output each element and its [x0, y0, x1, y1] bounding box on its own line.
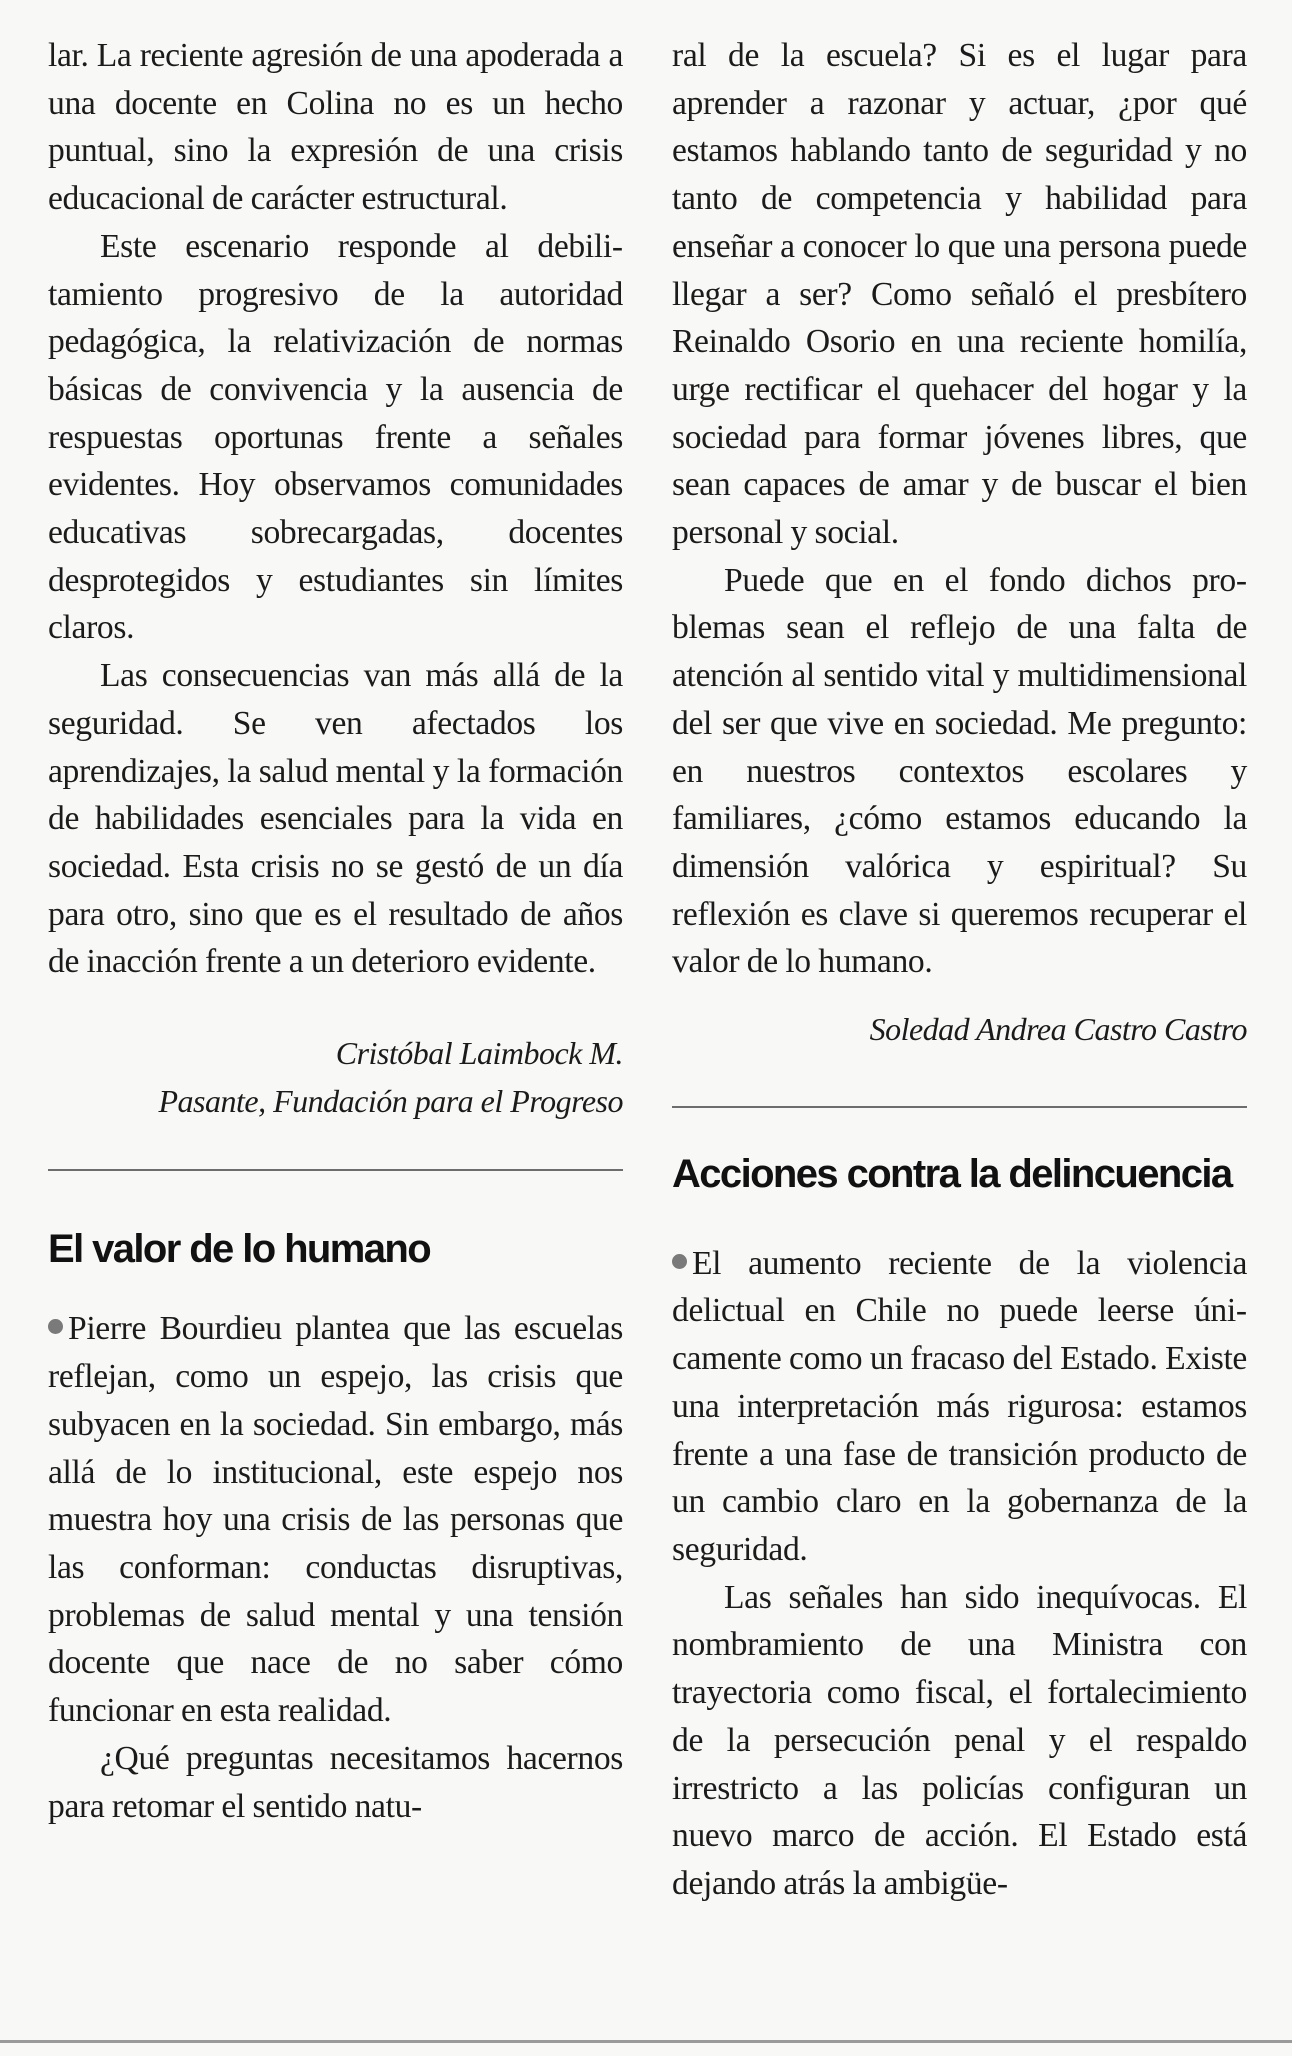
right-column [672, 32, 1247, 1908]
paragraph: lar. La reciente agresión de una apoderada a una docente en Colina no es un hecho puntual, sino la expresión de una crisis educacional de carácter estructural. [48, 37, 623, 218]
signature-name: Soledad Andrea Castro Castro [869, 1011, 1247, 1048]
page-bottom-rule [0, 2040, 1292, 2043]
article-heading: El valor de lo humano [48, 1227, 431, 1272]
signature-affiliation: Pasante, Fundación para el Progreso [158, 1082, 623, 1119]
signature-name: Cristóbal Laimbock M. [335, 1035, 623, 1072]
paragraph: Pierre Bourdieu plantea que las escuelas reflejan, como un espejo, las crisis que subyacen en la sociedad. Sin embargo, más allá de lo institucional, este espejo nos muestra hoy una crisis de las personas que las conforman: conductas disruptivas, problemas de salud mental y una tensión docente que nace de no saber cómo funcionar en esta realidad. [48, 1305, 623, 1734]
article-heading: Acciones contra la delincuencia [672, 1151, 1232, 1196]
paragraph: ¿Qué preguntas necesitamos hacernos para retomar el sentido natu- [48, 1739, 623, 1825]
paragraph: Puede que en el fondo dichos problemas sean el reflejo de una falta de atención al sentido vital y multidimensional del ser que vive en sociedad. Me pregunto: en nuestros contextos escolares y familiares, ¿cómo estamos educando la dimensión valórica y espiritual? Su reflexión es clave si queremos recuperar el valor de lo humano. [672, 561, 1247, 981]
paragraph: El aumento reciente de la violencia delictual en Chile no puede leerse únicamente como un fracaso del Estado. Existe una interpretación más rigurosa: estamos frente a una fase de transición producto de un cambio claro en la gobernanza de la seguridad. [672, 1240, 1247, 1574]
paragraph: Este escenario responde al debilitamiento progresivo de la autoridad pedagógica, la relativización de normas básicas de convivencia y la ausencia de respuestas oportunas frente a señales evidentes. Hoy observamos comunidades educativas sobrecargadas, docentes desprotegidos y estudiantes sin límites claros. [48, 227, 623, 647]
left-column [48, 32, 623, 1830]
paragraph: ral de la escuela? Si es el lugar para aprender a razonar y actuar, ¿por qué estamos hablando tanto de seguridad y no tanto de competencia y habilidad para enseñar a conocer lo que una persona puede llegar a ser? Como señaló el presbítero Reinaldo Osorio en una reciente homilía, urge rectificar el quehacer del hogar y la sociedad para formar jóvenes libres, que sean capaces de amar y de buscar el bien personal y social. [672, 37, 1247, 552]
paragraph: Las señales han sido inequívocas. El nombramiento de una Ministra con trayectoria como fiscal, el fortalecimiento de la persecución penal y el respaldo irrestricto a las policías configuran un nuevo marco de acción. El Estado está dejando atrás la ambigüe- [672, 1578, 1247, 1902]
paragraph: Las consecuencias van más allá de la seguridad. Se ven afectados los aprendizajes, la salud mental y la formación de habilidades esenciales para la vida en sociedad. Esta crisis no se gestó de un día para otro, sino que es el resultado de años de inacción frente a un deterioro evidente. [48, 657, 623, 981]
